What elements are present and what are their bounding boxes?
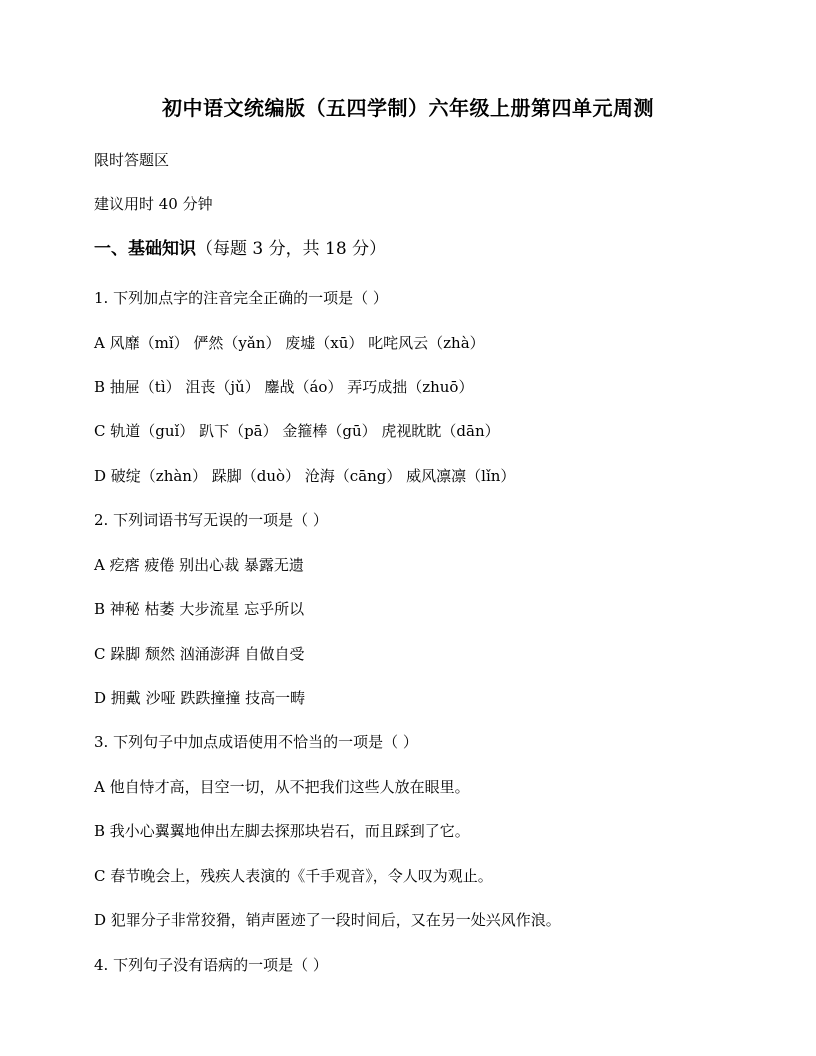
question-option: C 春节晚会上，残疾人表演的《千手观音》，令人叹为观止。 [94, 867, 493, 885]
question-option: C 跺脚 颓然 汹涌澎湃 自做自受 [94, 645, 305, 663]
question-option: D 破绽（zhàn） 跺脚（duò） 沧海（cāng） 威风凛凛（lǐn） [94, 467, 516, 485]
question-option: B 神秘 枯萎 大步流星 忘乎所以 [94, 600, 305, 618]
question-option: C 轨道（guǐ） 趴下（pā） 金箍棒（gū） 虎视眈眈（dān） [94, 422, 500, 440]
question-stem: 2. 下列词语书写无误的一项是（ ） [94, 511, 328, 529]
section-score-note: （每题 3 分，共 18 分） [196, 239, 387, 259]
document-title: 初中语文统编版（五四学制）六年级上册第四单元周测 [162, 96, 654, 120]
question-option: A 他自恃才高，目空一切，从不把我们这些人放在眼里。 [94, 778, 470, 796]
question-stem: 4. 下列句子没有语病的一项是（ ） [94, 956, 328, 974]
answer-zone-label: 限时答题区 [94, 151, 170, 169]
section-heading [94, 238, 774, 260]
question-option: A 疙瘩 疲倦 别出心裁 暴露无遗 [94, 556, 304, 574]
question-stem: 1. 下列加点字的注音完全正确的一项是（ ） [94, 289, 388, 307]
question-option: B 抽屉（tì） 沮丧（jǔ） 鏖战（áo） 弄巧成拙（zhuō） [94, 378, 474, 396]
question-option: A 风靡（mǐ） 俨然（yǎn） 废墟（xū） 叱咤风云（zhà） [94, 334, 485, 352]
question-option: D 犯罪分子非常狡猾，销声匿迹了一段时间后，又在另一处兴风作浪。 [94, 911, 561, 929]
suggested-time: 建议用时 40 分钟 [94, 195, 213, 213]
question-option: B 我小心翼翼地伸出左脚去探那块岩石，而且踩到了它。 [94, 822, 470, 840]
question-option: D 拥戴 沙哑 跌跌撞撞 技高一畴 [94, 689, 306, 707]
question-stem: 3. 下列句子中加点成语使用不恰当的一项是（ ） [94, 733, 418, 751]
section-title: 一、基础知识 [94, 239, 196, 259]
